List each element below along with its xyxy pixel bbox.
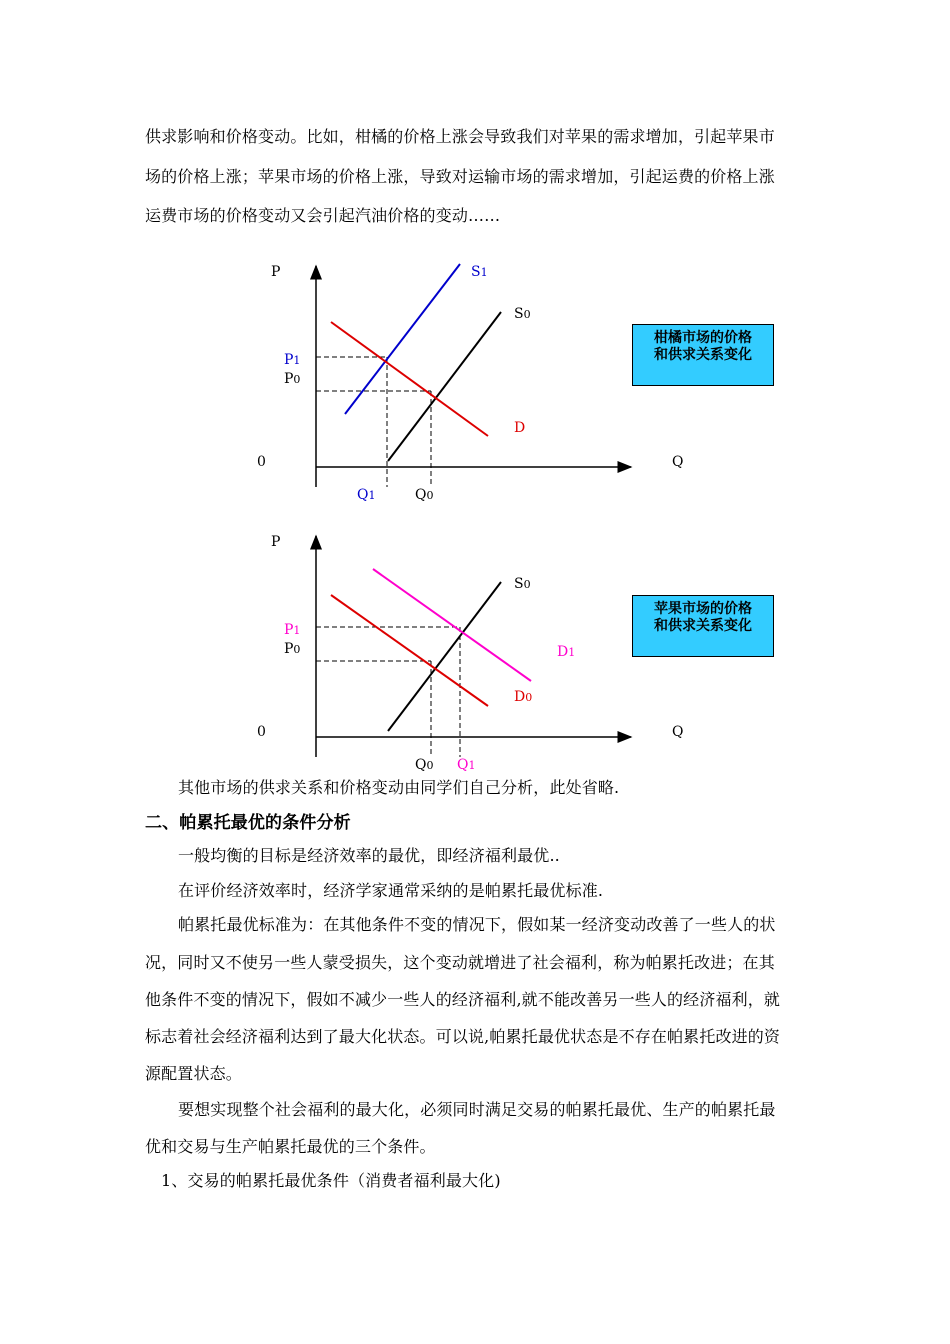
callout-line-2: 和供求关系变化 [654,618,752,634]
demand-curve-d1 [373,569,531,681]
supply-curve-s1 [345,264,460,414]
para-3-line-4: 标志着社会经济福利达到了最大化状态。可以说,帕累托最优状态是不存在帕累托改进的资 [145,1027,781,1046]
citrus-market-diagram [240,250,800,510]
intro-line-1: 供求影响和价格变动。比如，柑橘的价格上涨会导致我们对苹果的需求增加，引起苹果市 [145,127,775,146]
p1-label: P1 [284,352,301,368]
p1-label: P1 [284,622,301,638]
para-2: 在评价经济效率时，经济学家通常采纳的是帕累托最优标准. [178,881,604,900]
q0-label: Q0 [415,757,434,773]
section-heading: 二、帕累托最优的条件分析 [145,813,351,833]
q1-label: Q1 [457,757,476,773]
p0-label: P0 [284,641,301,657]
d0-label: D0 [514,689,533,705]
d1-label: D1 [557,644,576,660]
s0-label: S0 [514,306,531,322]
callout-line-1: 苹果市场的价格 [654,601,752,617]
q-axis-label: Q [672,454,684,470]
s0-label: S0 [514,576,531,592]
p0-label: P0 [284,371,301,387]
callout-line-2: 和供求关系变化 [654,347,752,363]
para-4-line-2: 优和交易与生产帕累托最优的三个条件。 [145,1137,436,1156]
demand-curve-d [331,322,488,436]
para-3-line-1: 帕累托最优标准为：在其他条件不变的情况下，假如某一经济变动改善了一些人的状 [178,915,776,934]
q-axis-label: Q [672,724,684,740]
para-1: 一般均衡的目标是经济效率的最优，即经济福利最优.. [178,846,560,865]
other-markets-note: 其他市场的供求关系和价格变动由同学们自己分析，此处省略. [178,778,620,797]
intro-line-3: 运费市场的价格变动又会引起汽油价格的变动…… [145,206,501,225]
para-4-line-1: 要想实现整个社会福利的最大化，必须同时满足交易的帕累托最优、生产的帕累托最 [178,1100,776,1119]
d-label: D [514,420,526,436]
p-axis-label: P [271,264,281,280]
intro-line-2: 场的价格上涨；苹果市场的价格上涨，导致对运输市场的需求增加，引起运费的价格上涨 [145,167,775,186]
subsection-heading: 1、交易的帕累托最优条件（消费者福利最大化) [161,1171,501,1190]
apple-market-diagram [240,520,800,780]
origin-label: 0 [257,724,266,740]
callout-line-1: 柑橘市场的价格 [654,330,752,346]
q1-label: Q1 [357,487,376,503]
para-3-line-2: 况，同时又不使另一些人蒙受损失，这个变动就增进了社会福利，称为帕累托改进；在其 [145,953,775,972]
demand-curve-d0 [331,595,488,706]
citrus-callout-box [632,324,774,386]
q0-label: Q0 [415,487,434,503]
para-3-line-5: 源配置状态。 [145,1064,242,1083]
para-3-line-3: 他条件不变的情况下，假如不减少一些人的经济福利,就不能改善另一些人的经济福利，就 [145,990,781,1009]
apple-callout-box [632,595,774,657]
s1-label: S1 [471,264,488,280]
supply-curve-s0 [388,582,501,731]
p-axis-label: P [271,534,281,550]
origin-label: 0 [257,454,266,470]
